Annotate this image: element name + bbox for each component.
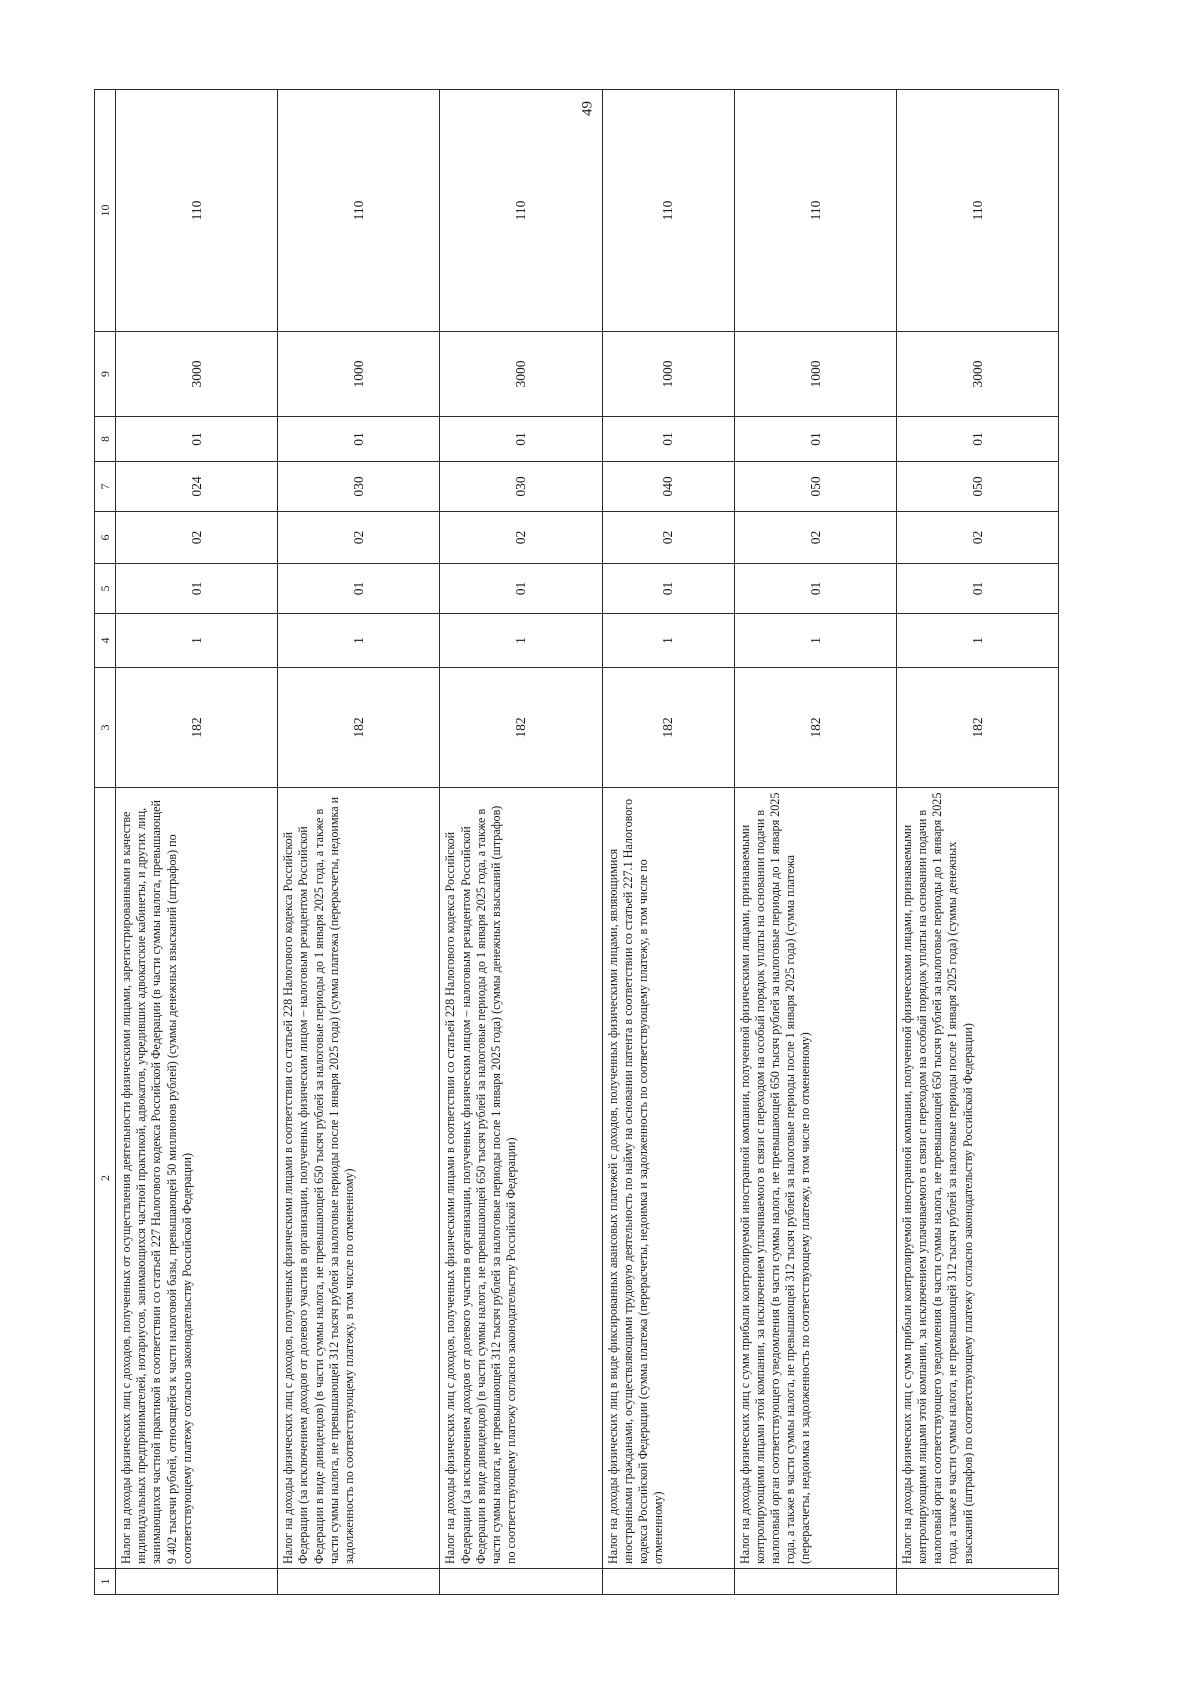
col-8-code: 01 (440, 417, 602, 462)
col-9-subtype-code: 3000 (896, 332, 1058, 417)
col-5-code: 01 (896, 564, 1058, 614)
col-1-cell (440, 1569, 602, 1595)
col-4-code: 1 (116, 614, 278, 668)
col-1-cell (278, 1569, 440, 1595)
col-3-admin-code: 182 (602, 668, 734, 788)
col-3-admin-code: 182 (734, 668, 896, 788)
col-3-admin-code: 182 (896, 668, 1058, 788)
col-10-kosgu-code: 110 (440, 90, 602, 332)
tax-description: Налог на доходы физических лиц с доходов, полученных физическими лицами в соответствии со статьей 228 Налогового кодекса Российской Федерации (за исключением доходов от долевого участия в организации, полученных физическим лицом – налоговым резидентом Российской Федерации в виде дивидендов) (в части суммы налога, не превышающей 650 тысяч рублей за налоговые периоды до 1 января 2025 года, а также в части суммы налога, не превышающей 312 тысяч рублей за налоговые периоды после 1 января 2025 года) (суммы денежных взысканий (штрафов) по соответствующему платежу согласно законодательству Российской Федерации) (440, 788, 602, 1569)
col-8-code: 01 (116, 417, 278, 462)
col-1-cell (896, 1569, 1058, 1595)
column-header: 10 (95, 90, 116, 332)
tax-description: Налог на доходы физических лиц с доходов, полученных физическими лицами в соответствии со статьей 228 Налогового кодекса Российской Федерации (за исключением доходов от долевого участия в организации, полученных физическим лицом – налоговым резидентом Российской Федерации в виде дивидендов) (в части суммы налога, не превышающей 650 тысяч рублей за налоговые периоды до 1 января 2025 года, а также в части суммы налога, не превышающей 312 тысяч рублей за налоговые периоды после 1 января 2025 года) (сумма платежа (перерасчеты, недоимка и задолженность по соответствующему платежу, в том числе по отмененному) (278, 788, 440, 1569)
col-7-code: 040 (602, 462, 734, 512)
col-4-code: 1 (278, 614, 440, 668)
col-6-code: 02 (278, 512, 440, 564)
col-1-cell (602, 1569, 734, 1595)
col-4-code: 1 (896, 614, 1058, 668)
column-header: 1 (95, 1569, 116, 1595)
column-header: 5 (95, 564, 116, 614)
tax-description: Налог на доходы физических лиц в виде фиксированных авансовых платежей с доходов, полученных физическими лицами, являющимися иностранными гражданами, осуществляющими трудовую деятельность по найму на основании патента в соответствии со статьей 227.1 Налогового кодекса Российской Федерации (сумма платежа (перерасчеты, недоимка и задолженность по соответствующему платежу, в том числе по отмененному) (602, 788, 734, 1569)
col-9-subtype-code: 3000 (440, 332, 602, 417)
col-7-code: 050 (734, 462, 896, 512)
column-header: 4 (95, 614, 116, 668)
col-5-code: 01 (734, 564, 896, 614)
col-7-code: 030 (440, 462, 602, 512)
col-10-kosgu-code: 110 (116, 90, 278, 332)
col-6-code: 02 (440, 512, 602, 564)
col-8-code: 01 (278, 417, 440, 462)
rotated-table-container (94, 90, 1059, 1595)
header-row (95, 90, 116, 1595)
col-6-code: 02 (896, 512, 1058, 564)
col-5-code: 01 (116, 564, 278, 614)
col-6-code: 02 (116, 512, 278, 564)
col-3-admin-code: 182 (440, 668, 602, 788)
col-5-code: 01 (602, 564, 734, 614)
table-row (734, 90, 896, 1595)
column-header: 7 (95, 462, 116, 512)
table-row (278, 90, 440, 1595)
table-row (116, 90, 278, 1595)
column-header: 8 (95, 417, 116, 462)
col-10-kosgu-code: 110 (602, 90, 734, 332)
col-3-admin-code: 182 (116, 668, 278, 788)
col-7-code: 024 (116, 462, 278, 512)
col-6-code: 02 (602, 512, 734, 564)
column-header: 2 (95, 788, 116, 1569)
page-number: 49 (579, 101, 596, 116)
col-1-cell (116, 1569, 278, 1595)
column-header: 3 (95, 668, 116, 788)
col-8-code: 01 (896, 417, 1058, 462)
tax-description: Налог на доходы физических лиц с сумм прибыли контролируемой иностранной компании, полученной физическими лицами, признаваемыми контролирующими лицами этой компании, за исключением уплачиваемого в связи с переходом на особый порядок уплаты на основании подачи в налоговый орган соответствующего уведомления (в части суммы налога, не превышающей 650 тысяч рублей за налоговые периоды до 1 января 2025 года, а также в части суммы налога, не превышающей 312 тысяч рублей за налоговые периоды после 1 января 2025 года) (суммы денежных взысканий (штрафов) по соответствующему платежу согласно законодательству Российской Федерации) (896, 788, 1058, 1569)
col-9-subtype-code: 3000 (116, 332, 278, 417)
col-3-admin-code: 182 (278, 668, 440, 788)
col-4-code: 1 (602, 614, 734, 668)
col-9-subtype-code: 1000 (602, 332, 734, 417)
tax-description: Налог на доходы физических лиц с доходов, полученных от осуществления деятельности физическими лицами, зарегистрированными в качестве индивидуальных предпринимателей, нотариусов, занимающихся частной практикой, адвокатов, учредивших адвокатские кабинеты, и других лиц, занимающихся частной практикой в соответствии со статьей 227 Налогового кодекса Российской Федерации (в части суммы налога, превышающей 9 402 тысячи рублей, относящейся к части налоговой базы, превышающей 50 миллионов рублей) (суммы денежных взысканий (штрафов) по соответствующему платежу согласно законодательству Российской Федерации) (116, 788, 278, 1569)
table-row (602, 90, 734, 1595)
col-1-cell (734, 1569, 896, 1595)
col-5-code: 01 (440, 564, 602, 614)
col-5-code: 01 (278, 564, 440, 614)
budget-classification-table (94, 89, 1059, 1595)
col-10-kosgu-code: 110 (734, 90, 896, 332)
col-10-kosgu-code: 110 (896, 90, 1058, 332)
column-header: 9 (95, 332, 116, 417)
col-4-code: 1 (440, 614, 602, 668)
col-9-subtype-code: 1000 (734, 332, 896, 417)
table-row (440, 90, 602, 1595)
col-7-code: 030 (278, 462, 440, 512)
column-header: 6 (95, 512, 116, 564)
col-8-code: 01 (602, 417, 734, 462)
tax-description: Налог на доходы физических лиц с сумм прибыли контролируемой иностранной компании, полученной физическими лицами, признаваемыми контролирующими лицами этой компании, за исключением уплачиваемого в связи с переходом на особый порядок уплаты на основании подачи в налоговый орган соответствующего уведомления (в части суммы налога, не превышающей 650 тысяч рублей за налоговые периоды до 1 января 2025 года, а также в части суммы налога, не превышающей 312 тысяч рублей за налоговые периоды после 1 января 2025 года) (сумма платежа (перерасчеты, недоимка и задолженность по соответствующему платежу, в том числе по отмененному) (734, 788, 896, 1569)
col-8-code: 01 (734, 417, 896, 462)
col-4-code: 1 (734, 614, 896, 668)
table-row (896, 90, 1058, 1595)
col-10-kosgu-code: 110 (278, 90, 440, 332)
col-9-subtype-code: 1000 (278, 332, 440, 417)
col-6-code: 02 (734, 512, 896, 564)
col-7-code: 050 (896, 462, 1058, 512)
